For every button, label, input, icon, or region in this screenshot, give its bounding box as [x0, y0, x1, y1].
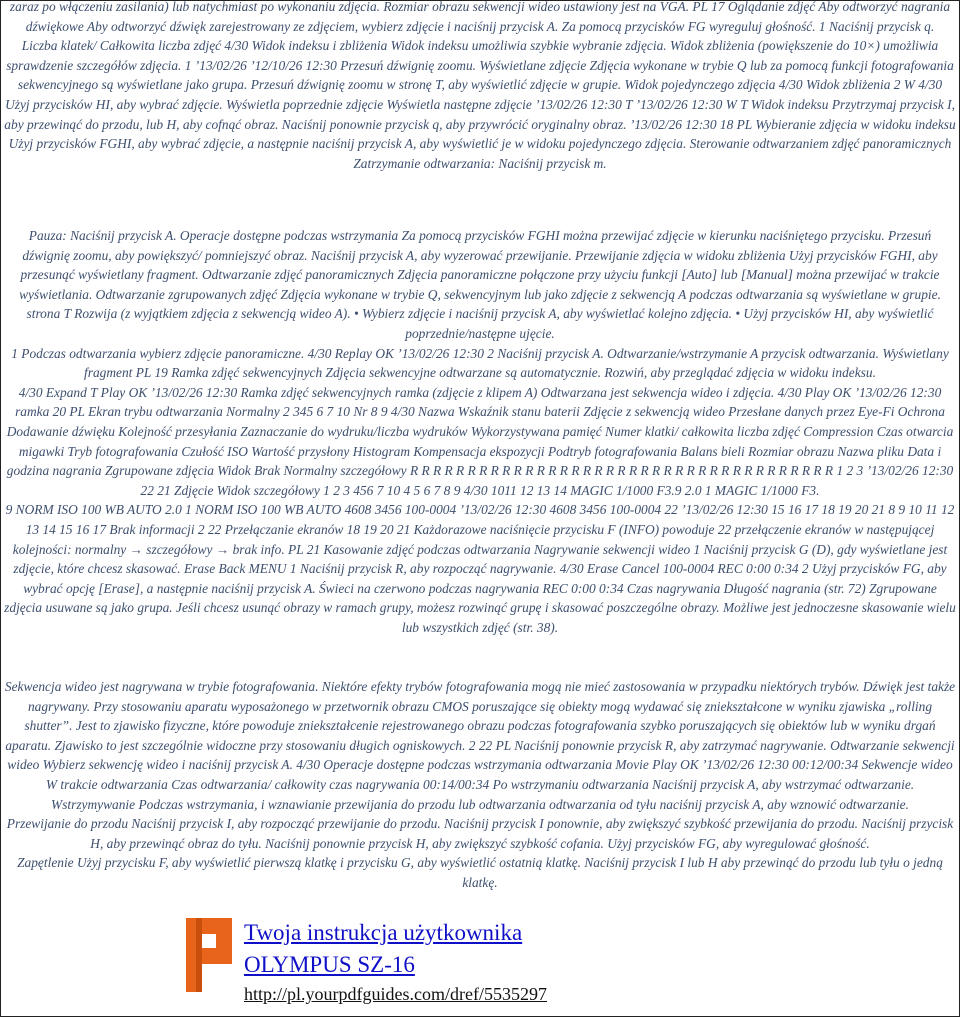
paragraph: Sekwencja wideo jest nagrywana w trybie fotografowania. Niektóre efekty trybów fotografowania mogą nie mieć zastosowania w przypadku niektórych trybów. Dźwięk jest także nagrywany. Przy stosowaniu aparatu wyposażonego w przetwornik obrazu CMOS poruszające się obiekty mogą wydawać się zniekształcone w wyniku zjawiska „rolling shutter”. Jest to zjawisko fizyczne, które powoduje zniekształcenie rejestrowanego obrazu podczas fotografowania szybko poruszających się obiektów lub w wyniku drgań aparatu. Zjawisko to jest szczególnie widoczne przy stosowaniu długich ogniskowych. 2 22 PL Naciśnij ponownie przycisk R, aby zatrzymać nagrywanie. Odtwarzanie sekwencji wideo Wybierz sekwencję wideo i naciśnij przycisk A. 4/30 Operacje dostępne podczas wstrzymania odtwarzania Movie Play OK ’13/02/26 12:30 00:12/00:34 Sekwencje wideo W trakcie odtwarzania Czas odtwarzania/ całkowity czas nagrywania 00:14/00:34 Po wstrzymaniu odtwarzania Naciśnij przycisk A, aby wstrzymać odtwarzanie. Wstrzymywanie Podczas wstrzymania, i wznawianie przewijania do przodu lub odtwarzania odtwarzania od tyłu naciśnij przycisk A, aby wznowić odtwarzanie.	[4, 679, 956, 812]
paragraph: 4/30 Expand T Play OK ’13/02/26 12:30 Ramka zdjęć sekwencyjnych ramka (zdjęcie z klipem A) Odtwarzana jest sekwencja wideo i zdjęcia. 4/30 Play OK ’13/02/26 12:30 ramka 20 PL Ekran trybu odtwarzania Normalny 2 345 6 7 10 Nr 8 9 4/30 Nazwa Wskaźnik stanu baterii Zdjęcie z sekwencją wideo Przesłane danych przez Eye-Fi Ochrona Dodawanie dźwięku Kolejność przesyłania Zaznaczanie do wydruku/liczba wydruków Wykorzystywana pamięć Numer klatki/ całkowita liczba zdjęć Compression Czas otwarcia migawki Tryb fotografowania Czułość ISO Wartość przysłony Histogram Kompensacja ekspozycji Podtryb fotografowania Balans bieli Rozmiar obrazu Nazwa pliku Data i godzina nagrania Zgrupowane zdjęcia Widok Brak Normalny szczegółowy R R R R R R R R R R R R R R R R R R R R R R R R R R R R R R R R R R R R R 1 2 3 ’13/02/26 12:30 22 21 Zdjęcie Widok szczegółowy 1 2 3 456 7 10 4 5 6 7 8 9 4/30 1011 12 13 14 MAGIC 1/1000 F3.9 2.0 1 MAGIC 1/1000 F3.	[6, 384, 954, 498]
paragraph: 1 Podczas odtwarzania wybierz zdjęcie panoramiczne. 4/30 Replay OK ’13/02/26 12:30 2 Naciśnij przycisk A. Odtwarzanie/wstrzymanie A przycisk odtwarzania. Wyświetlany fragment PL 19 Ramka zdjęć sekwencyjnych Zdjęcia sekwencyjne odtwarzane są automatycznie. Rozwiń, aby przeglądać zdjęcia w widoku indeksu.	[11, 345, 949, 381]
paragraph: Liczba klatek/ Całkowita liczba zdjęć 4/30 Widok indeksu i zbliżenia Widok indeksu umożliwia szybkie wybranie zdjęcia. Widok zbliżenia (powiększenie do 10×) umożliwia sprawdzenie szczegółów zdjęcia. 1 ’13/02/26 ’12/10/26 12:30 Przesuń dźwignię zoomu. Wyświetlane zdjęcie Zdjęcia wykonane w trybie Q lub za pomocą funkcji fotografowania sekwencyjnego są wyświetlane jako grupa. Przesuń dźwignię zoomu w stronę T, aby wyświetlić zdjęcie w grupie. Widok pojedynczego zdjęcia 4/30 Widok zbliżenia 2 W 4/30 Użyj przycisków HI, aby wybrać zdjęcie. Wyświetla poprzednie zdjęcie Wyświetla następne zdjęcie ’13/02/26 12:30 T ’13/02/26 12:30 W T Widok indeksu Przytrzymaj przycisk I, aby przewinąć do przodu, lub H, aby cofnąć obraz. Naciśnij ponownie przycisk q, aby przywrócić oryginalny obraz. ’13/02/26 12:30 18 PL Wybieranie zdjęcia w widoku indeksu Użyj przycisków FGHI, aby wybrać zdjęcie, a następnie naciśnij przycisk A, aby wyświetlić je w widoku pojedynczego zdjęcia. Sterowanie odtwarzaniem zdjęć panoramicznych Zatrzymanie odtwarzania: Naciśnij przycisk m.	[4, 38, 956, 171]
paragraph: zaraz po włączeniu zasilania) lub natychmiast po wykonaniu zdjęcia. Rozmiar obrazu sekwencji wideo ustawiony jest na VGA. PL 17 Oglądanie zdjęć Aby odtworzyć nagrania dźwiękowe Aby odtworzyć dźwięk zarejestrowany ze zdjęciem, wybierz zdjęcie i naciśnij przycisk A. Za pomocą przycisków FG wyreguluj głośność. 1 Naciśnij przycisk q.	[9, 0, 951, 34]
paragraph: Przewijanie do przodu Naciśnij przycisk I, aby rozpocząć przewijanie do przodu. Naciśnij przycisk I ponownie, aby zwiększyć szybkość przewijania do przodu. Naciśnij przycisk H, aby przewinąć obraz do tyłu. Naciśnij ponownie przycisk H, aby zwiększyć szybkość cofania. Użyj przycisków FG, aby wyregulować głośność.	[6, 816, 954, 851]
text-block-middle	[4, 226, 956, 637]
footer	[180, 918, 780, 1010]
paragraph: 9 NORM ISO 100 WB AUTO 2.0 1 NORM ISO 100 WB AUTO 4608 3456 100-0004 ’13/02/26 12:30 4608 3456 100-0004 22 ’13/02/26 12:30 15 16 17 18 19 20 21 8 9 10 11 12 13 14 15 16 17 Brak informacji 2 22 Przełączanie ekranów 18 19 20 21 Każdorazowe naciśnięcie przycisku F (INFO) powoduje 22 przełączenie ekranów w następującej kolejności: normalny → szczegółowy → brak info. PL 21 Kasowanie zdjęć podczas odtwarzania Nagrywanie sekwencji wideo 1 Naciśnij przycisk G (D), gdy wyświetlane jest zdjęcie, które chcesz skasować. Erase Back MENU 1 Naciśnij przycisk R, aby rozpocząć nagrywanie. 4/30 Erase Cancel 100-0004 REC 0:00 0:34 2 Użyj przycisków FG, aby wybrać opcję [Erase], a następnie naciśnij przycisk A. Świeci na czerwono podczas nagrywania REC 0:00 0:34 Czas nagrywania Długość nagrania (str. 72) Zgrupowane zdjęcia usuwane są jako grupa. Jeśli chcesz usunąć obrazy w ramach grupy, możesz rozwinąć grupę i skasować poszczególne obrazy. Możliwe jest jednoczesne skasowanie wielu lub wszystkich zdjęć (str. 38).	[4, 502, 956, 635]
manual-url-link[interactable]: http://pl.yourpdfguides.com/dref/5535297	[244, 984, 547, 1004]
product-name-link[interactable]: OLYMPUS SZ-16	[244, 952, 415, 977]
manual-title-link[interactable]: Twoja instrukcja użytkownika	[244, 920, 523, 945]
text-block-bottom	[4, 677, 956, 893]
paragraph: Pauza: Naciśnij przycisk A. Operacje dostępne podczas wstrzymania Za pomocą przycisków FGHI można przewijać zdjęcie w kierunku naciśniętego przycisku. Przesuń dźwignię zoomu, aby powiększyć/ pomniejszyć obraz. Naciśnij przycisk A, aby wyzerować przewijanie. Przewijanie zdjęcia w widoku zbliżenia Użyj przycisków FGHI, aby przesunąć wyświetlany fragment. Odtwarzanie zdjęć panoramicznych Zdjęcia panoramiczne połączone przy użyciu funkcji [Auto] lub [Manual] można przewijać w trakcie wyświetlania. Odtwarzanie zgrupowanych zdjęć Zdjęcia wykonane w trybie Q, sekwencyjnym lub jako zdjęcie z sekwencją A podczas odtwarzania są wyświetlane w grupie. strona T Rozwija (z wyjątkiem zdjęcia z sekwencją wideo A). • Wybierz zdjęcie i naciśnij przycisk A, aby wyświetlać kolejno zdjęcia. • Użyj przycisków HI, aby wyświetlić poprzednie/następne ujęcie.	[19, 228, 941, 341]
paragraph: Zapętlenie Użyj przycisku F, aby wyświetlić pierwszą klatkę i przycisku G, aby wyświetlić ostatnią klatkę. Naciśnij przycisk I lub H aby przewinąć do przodu lub tyłu o jedną klatkę.	[17, 855, 943, 890]
text-block-top	[4, 0, 956, 173]
yourpdfguides-logo-icon	[180, 918, 236, 992]
